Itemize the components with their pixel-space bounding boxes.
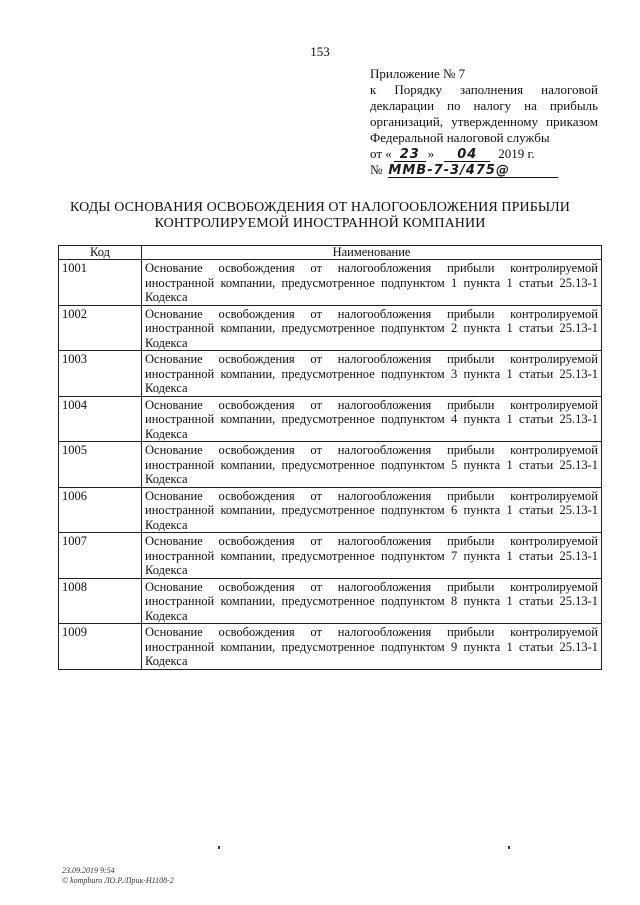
table-row bbox=[59, 624, 602, 670]
handwritten-day: 23 bbox=[394, 148, 426, 162]
document-title-line-1: КОДЫ ОСНОВАНИЯ ОСВОБОЖДЕНИЯ ОТ НАЛОГООБЛОЖЕНИЯ ПРИБЫЛИ bbox=[70, 200, 570, 215]
codes-table bbox=[58, 245, 602, 670]
table-row bbox=[59, 305, 602, 351]
appendix-line-4: Федеральной налоговой службы bbox=[370, 130, 550, 145]
row-code: 1002 bbox=[59, 305, 142, 351]
document-title-line-2: КОНТРОЛИРУЕМОЙ ИНОСТРАННОЙ КОМПАНИИ bbox=[154, 216, 486, 231]
handwritten-order-number: ММВ-7-3/475@ bbox=[388, 164, 558, 178]
row-code: 1009 bbox=[59, 624, 142, 670]
row-name: Основание освобождения от налогообложения прибыли контролируемой иностранной компании, предусмотренное подпунктом 6 пункта 1 статьи 25.13-1 Кодекса bbox=[142, 487, 602, 533]
table-row bbox=[59, 396, 602, 442]
table-row bbox=[59, 533, 602, 579]
document-title bbox=[0, 200, 640, 232]
table-row bbox=[59, 442, 602, 488]
row-name: Основание освобождения от налогообложения прибыли контролируемой иностранной компании, предусмотренное подпунктом 9 пункта 1 статьи 25.13-1 Кодекса bbox=[142, 624, 602, 670]
table-row bbox=[59, 260, 602, 306]
row-code: 1008 bbox=[59, 578, 142, 624]
row-code: 1007 bbox=[59, 533, 142, 579]
row-code: 1006 bbox=[59, 487, 142, 533]
date-year: 2019 г. bbox=[498, 146, 535, 161]
appendix-block bbox=[370, 66, 598, 178]
appendix-date-line bbox=[370, 146, 598, 162]
handwritten-month: 04 bbox=[444, 148, 490, 162]
row-name: Основание освобождения от налогообложения прибыли контролируемой иностранной компании, предусмотренное подпунктом 7 пункта 1 статьи 25.13-1 Кодекса bbox=[142, 533, 602, 579]
scan-speck bbox=[218, 846, 220, 849]
row-code: 1004 bbox=[59, 396, 142, 442]
footer-source: © kompburo ЛО.Р./Прик-Н1108-2 bbox=[62, 876, 174, 885]
row-name: Основание освобождения от налогообложения прибыли контролируемой иностранной компании, предусмотренное подпунктом 4 пункта 1 статьи 25.13-1 Кодекса bbox=[142, 396, 602, 442]
appendix-title: Приложение № 7 bbox=[370, 66, 466, 81]
row-name: Основание освобождения от налогообложения прибыли контролируемой иностранной компании, предусмотренное подпунктом 2 пункта 1 статьи 25.13-1 Кодекса bbox=[142, 305, 602, 351]
table-header-row bbox=[59, 246, 602, 260]
appendix-line-k: к Порядку заполнения налоговой bbox=[370, 82, 598, 97]
footer bbox=[62, 866, 174, 886]
table-row bbox=[59, 487, 602, 533]
row-code: 1005 bbox=[59, 442, 142, 488]
row-name: Основание освобождения от налогообложения прибыли контролируемой иностранной компании, предусмотренное подпунктом 1 пункта 1 статьи 25.13-1 Кодекса bbox=[142, 260, 602, 306]
row-code: 1001 bbox=[59, 260, 142, 306]
row-name: Основание освобождения от налогообложения прибыли контролируемой иностранной компании, предусмотренное подпунктом 3 пункта 1 статьи 25.13-1 Кодекса bbox=[142, 351, 602, 397]
row-code: 1003 bbox=[59, 351, 142, 397]
appendix-number-line bbox=[370, 162, 598, 178]
page-number: 153 bbox=[310, 44, 330, 59]
date-quote-open: « bbox=[385, 146, 392, 161]
header-code: Код bbox=[59, 246, 142, 260]
date-ot-label: от bbox=[370, 146, 383, 161]
table-row bbox=[59, 351, 602, 397]
row-name: Основание освобождения от налогообложения прибыли контролируемой иностранной компании, предусмотренное подпунктом 8 пункта 1 статьи 25.13-1 Кодекса bbox=[142, 578, 602, 624]
table-row bbox=[59, 578, 602, 624]
appendix-line-3: организаций, утвержденному приказом bbox=[370, 114, 598, 129]
scan-speck bbox=[508, 846, 510, 849]
appendix-line-2: декларации по налогу на прибыль bbox=[370, 98, 598, 113]
number-label: № bbox=[370, 162, 383, 177]
row-name: Основание освобождения от налогообложения прибыли контролируемой иностранной компании, предусмотренное подпунктом 5 пункта 1 статьи 25.13-1 Кодекса bbox=[142, 442, 602, 488]
date-quote-close: » bbox=[427, 146, 435, 161]
footer-timestamp: 23.09.2019 9:54 bbox=[62, 866, 115, 875]
header-name: Наименование bbox=[142, 246, 602, 260]
